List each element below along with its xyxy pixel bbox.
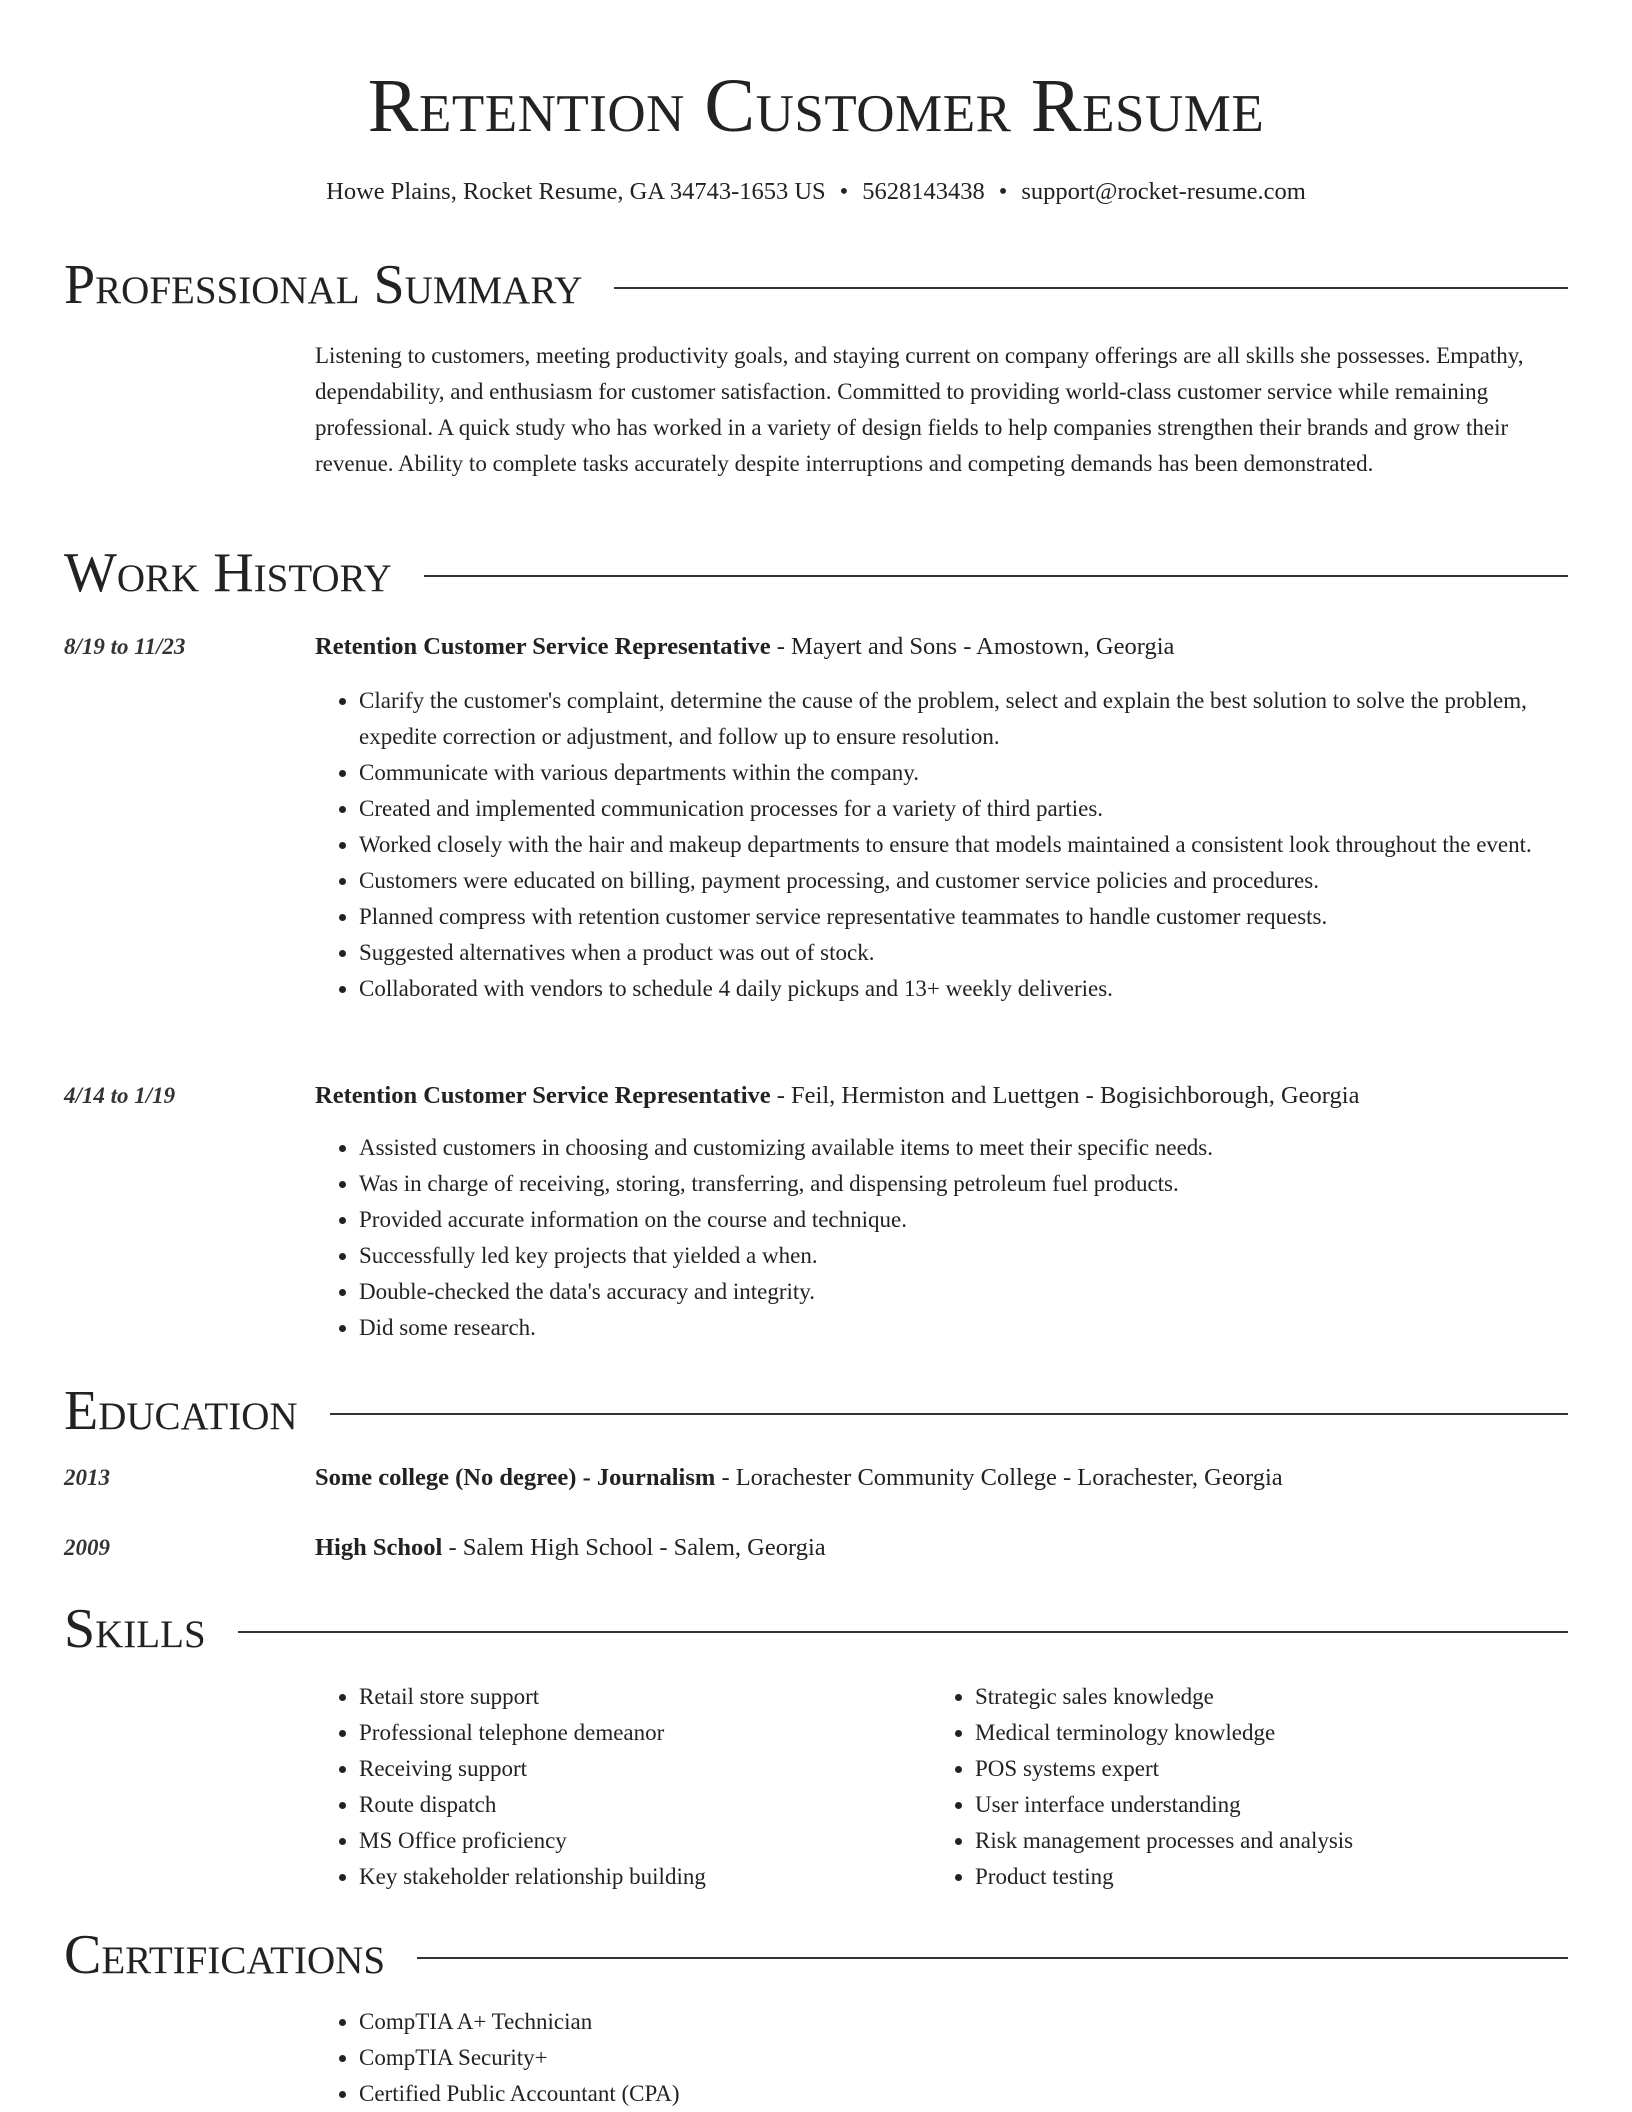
summary-block [315,338,1568,482]
resume-title: Retention Customer Resume [367,64,1265,148]
section-header-education [64,1376,1568,1446]
skills-list-right [931,1679,1565,1895]
list-item: • Key stakeholder relationship building [359,1859,929,1895]
list-item: • Communicate with various departments within the company. [359,755,1568,791]
list-item: • Clarify the customer's complaint, determine the cause of the problem, select and explain the best solution to solve the problem, expedite correction or adjustment, and follow up to ensure resolution. [359,683,1568,755]
job-details: - Mayert and Sons - Amostown, Georgia [770,633,1175,660]
section-title-education: Education [64,1380,298,1442]
list-item: • Strategic sales knowledge [975,1679,1565,1715]
list-item: • Retail store support [359,1679,929,1715]
list-item: • Route dispatch [359,1787,929,1823]
list-item: • Customers were educated on billing, payment processing, and customer service policies and procedures. [359,863,1568,899]
list-item: • Risk management processes and analysis [975,1823,1565,1859]
job-role: Retention Customer Service Representative [315,633,771,660]
list-item: • CompTIA Security+ [359,2040,1568,2076]
list-item: • Collaborated with vendors to schedule 4 daily pickups and 13+ weekly deliveries. [359,971,1568,1007]
list-item: • Medical terminology knowledge [975,1715,1565,1751]
education-year: 2009 [64,1535,110,1560]
section-divider [424,575,1568,577]
list-item: • Receiving support [359,1751,929,1787]
contact-separator: • [839,178,849,205]
list-item: • Worked closely with the hair and makeup departments to ensure that models maintained a consistent look throughout the event. [359,827,1568,863]
list-item: • Successfully led key projects that yielded a when. [359,1238,1568,1274]
section-divider [614,287,1568,289]
education-degree: High School [315,1534,443,1561]
contact-address: Howe Plains, Rocket Resume, GA 34743-1653 US [326,178,826,205]
list-item: • Did some research. [359,1310,1568,1346]
section-title-work: Work History [64,542,392,604]
section-divider [330,1413,1568,1415]
list-item: • Provided accurate information on the course and technique. [359,1202,1568,1238]
section-divider [417,1957,1568,1959]
job-dates: 4/14 to 1/19 [64,1083,176,1108]
list-item: • Professional telephone demeanor [359,1715,929,1751]
section-title-summary: Professional Summary [64,254,583,316]
list-item: • Double-checked the data's accuracy and integrity. [359,1274,1568,1310]
contact-email[interactable]: support@rocket-resume.com [1021,178,1306,205]
list-item: • CompTIA A+ Technician [359,2004,1568,2040]
list-item: • Suggested alternatives when a product was out of stock. [359,935,1568,971]
summary-text: Listening to customers, meeting productivity goals, and staying current on company offerings are all skills she possesses. Empathy, dependability, and enthusiasm for customer satisfaction. Committed to providing world-class customer service while remaining professional. A quick study who has worked in a variety of design fields to help companies strengthen their brands and grow their revenue. Ability to complete tasks accurately despite interruptions and competing demands has been demonstrated. [315,343,1524,476]
section-header-skills [64,1594,1568,1664]
list-item: • Planned compress with retention customer service representative teammates to handle customer requests. [359,899,1568,935]
job-heading [315,1078,1359,1114]
education-details: - Lorachester Community College - Lorachester, Georgia [715,1464,1283,1491]
job-role: Retention Customer Service Representative [315,1082,771,1109]
section-header-work [64,538,1568,608]
section-divider [238,1631,1568,1633]
contact-line [64,174,1568,210]
section-title-skills: Skills [64,1598,206,1660]
section-header-certifications [64,1920,1568,1990]
list-item: • POS systems expert [975,1751,1565,1787]
list-item: • Assisted customers in choosing and customizing available items to meet their specific needs. [359,1130,1568,1166]
contact-separator: • [998,178,1008,205]
job-details: - Feil, Hermiston and Luettgen - Bogisichborough, Georgia [770,1082,1360,1109]
section-title-certifications: Certifications [64,1924,386,1986]
certifications-list [315,2004,1568,2112]
section-header-summary [64,250,1568,320]
list-item: • MS Office proficiency [359,1823,929,1859]
education-heading [315,1460,1283,1496]
list-item: • User interface understanding [975,1787,1565,1823]
list-item: • Certified Public Accountant (CPA) [359,2076,1568,2112]
job-dates: 8/19 to 11/23 [64,634,186,659]
list-item: • Product testing [975,1859,1565,1895]
list-item: • Created and implemented communication processes for a variety of third parties. [359,791,1568,827]
education-year: 2013 [64,1465,110,1490]
education-details: - Salem High School - Salem, Georgia [442,1534,826,1561]
education-heading [315,1530,826,1566]
contact-phone[interactable]: 5628143438 [862,178,985,205]
list-item: • Was in charge of receiving, storing, transferring, and dispensing petroleum fuel products. [359,1166,1568,1202]
skills-list-left [315,1679,929,1895]
job-bullets [315,1130,1568,1346]
job-heading [315,629,1174,665]
education-degree: Some college (No degree) - Journalism [315,1464,716,1491]
job-bullets [315,683,1568,1007]
